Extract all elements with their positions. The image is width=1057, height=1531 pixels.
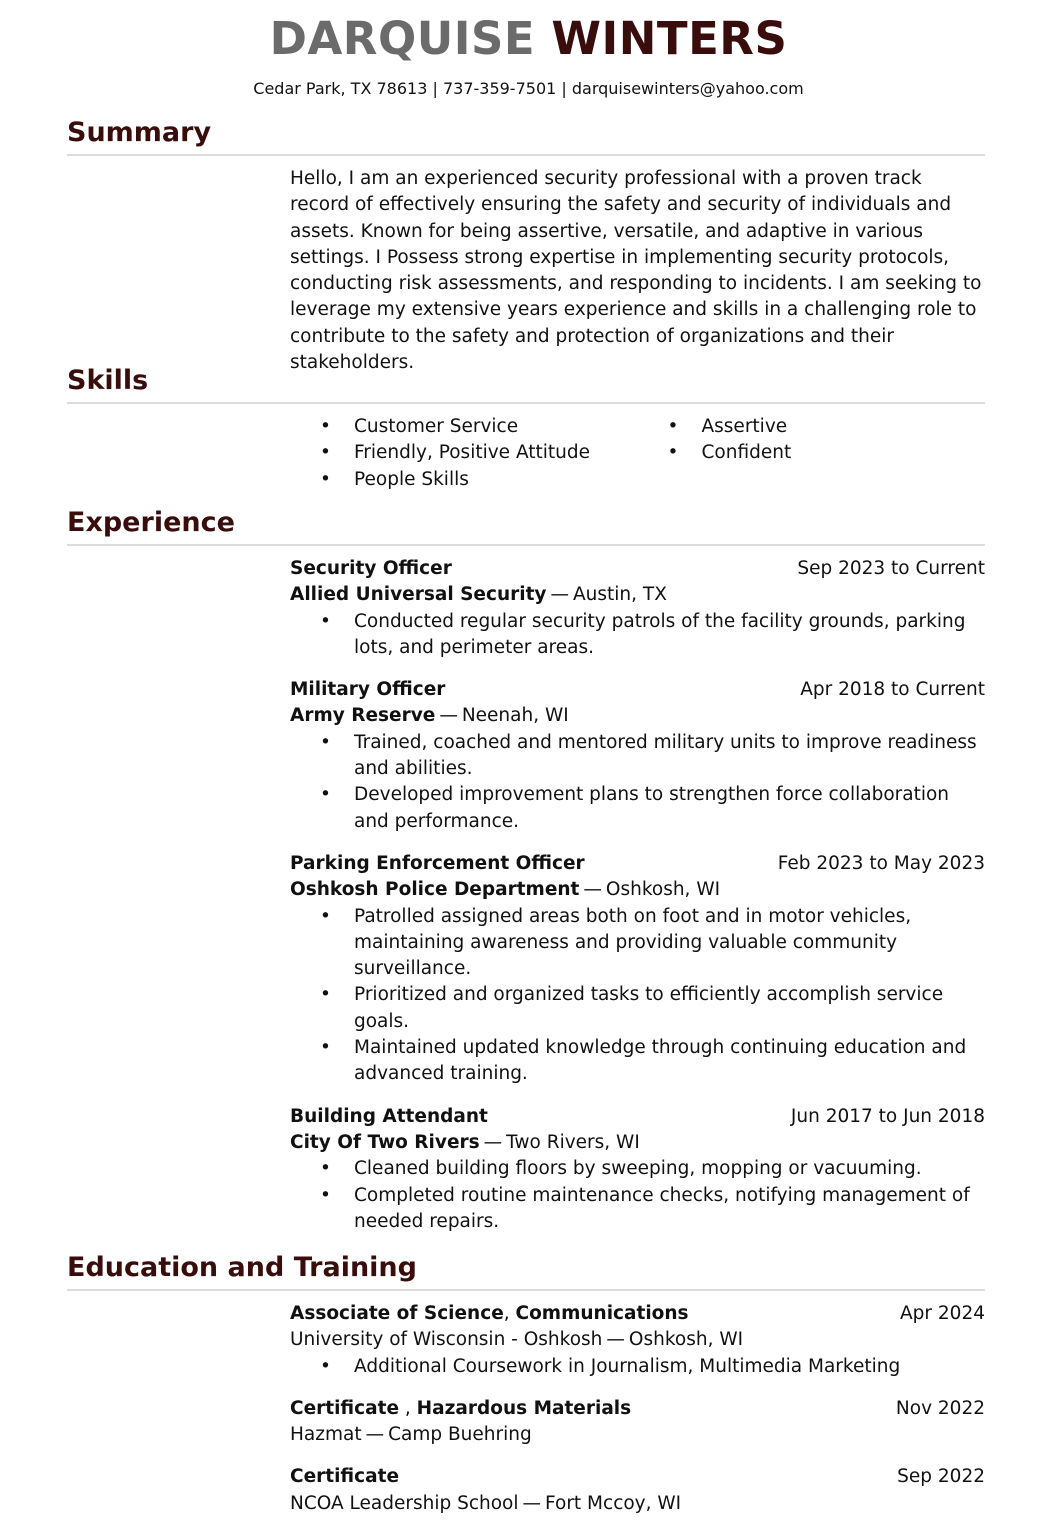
education-date: Nov 2022	[895, 1397, 985, 1419]
skills-column-2	[638, 414, 986, 493]
education-entry: Certificate Sep 2022 NCOA Leadership School — Fort Mccoy, WI	[290, 1466, 985, 1514]
job-dates: Feb 2023 to May 2023	[777, 852, 985, 874]
degree-separator: ,	[503, 1303, 516, 1324]
job-bullet: • Cleaned building floors by sweeping, mopping or vacuuming.	[290, 1156, 985, 1182]
degree: Associate of Science	[290, 1303, 504, 1324]
experience-section	[67, 506, 985, 1235]
job-bullet: • Prioritized and organized tasks to efficiently accomplish service goals.	[290, 982, 985, 1035]
job-bullet: • Patrolled assigned areas both on foot and in motor vehicles, maintaining awareness and providing valuable community surveillance.	[290, 904, 985, 983]
employer: Allied Universal Security	[290, 584, 547, 606]
skill-item: • People Skills	[290, 467, 638, 493]
job-dates: Sep 2023 to Current	[797, 558, 985, 579]
school: University of Wisconsin - Oshkosh	[290, 1329, 603, 1351]
school-location: Camp Buehring	[388, 1424, 532, 1446]
employer: Oshkosh Police Department	[290, 879, 580, 901]
job-dates: Apr 2018 to Current	[800, 679, 985, 701]
job-entry: Military Officer Apr 2018 to Current Army Reserve — Neenah, WI • Trained, coached and mentored military units to improve readiness and abilities. • Developed improvement plans to strengthen force collaboration and performance.	[290, 677, 985, 835]
job-dates: Jun 2017 to Jun 2018	[790, 1105, 985, 1127]
skill-item: • Assertive	[638, 414, 986, 440]
education-date: Sep 2022	[897, 1466, 985, 1488]
school-location: Fort Mccoy, WI	[545, 1492, 682, 1514]
skill-item: • Confident	[638, 440, 986, 466]
education-entry: Certificate , Hazardous Materials Nov 2022 Hazmat — Camp Buehring	[290, 1397, 985, 1446]
job-location: Neenah, WI	[461, 705, 569, 727]
section-title-experience: Experience	[67, 506, 985, 546]
section-title-education: Education and Training	[67, 1251, 985, 1291]
school: NCOA Leadership School	[290, 1492, 519, 1514]
skill-item: • Customer Service	[290, 414, 638, 440]
job-location: Two Rivers, WI	[506, 1131, 640, 1153]
summary-text: Hello, I am an experienced security professional with a proven track record of effectively ensuring the safety and security of individuals and assets. Known for being assertive, versatile, and adaptive in various settings. I Possess strong expertise in implementing security protocols, conducting risk assessments, and responding to incidents. I am seeking to leverage my extensive years experience and skills in a challenging role to contribute to the safety and protection of organizations and their stakeholders.	[290, 168, 982, 374]
employer: City Of Two Rivers	[290, 1131, 480, 1153]
school-location: Oshkosh, WI	[628, 1329, 744, 1351]
job-title: Security Officer	[290, 558, 452, 579]
education-section	[67, 1251, 985, 1517]
education-date: Apr 2024	[900, 1303, 985, 1324]
first-name: DARQUISE	[269, 12, 536, 65]
degree: Certificate	[290, 1466, 399, 1488]
last-name: WINTERS	[551, 12, 788, 65]
section-title-skills: Skills	[67, 364, 985, 404]
job-location: Austin, TX	[573, 584, 667, 606]
job-bullet: • Conducted regular security patrols of the facility grounds, parking lots, and perimeter areas.	[290, 609, 985, 662]
job-title: Building Attendant	[290, 1105, 488, 1127]
education-bullet: • Additional Coursework in Journalism, Multimedia Marketing	[290, 1354, 985, 1380]
section-title-summary: Summary	[67, 116, 985, 156]
field-of-study: Hazardous Materials	[416, 1397, 632, 1419]
job-entry: Security Officer Sep 2023 to Current Allied Universal Security — Austin, TX • Conducted regular security patrols of the facility grounds, parking lots, and perimeter areas.	[290, 556, 985, 661]
job-bullet: • Maintained updated knowledge through continuing education and advanced training.	[290, 1035, 985, 1088]
job-entry: Building Attendant Jun 2017 to Jun 2018 City Of Two Rivers — Two Rivers, WI • Cleaned building floors by sweeping, mopping or vacuuming. • Completed routine maintenance checks, notifying management of needed repairs.	[290, 1104, 985, 1235]
job-location: Oshkosh, WI	[605, 879, 721, 901]
contact-line: Cedar Park, TX 78613 | 737-359-7501 | darquisewinters@yahoo.com	[253, 79, 804, 98]
job-bullet: • Developed improvement plans to strengthen force collaboration and performance.	[290, 782, 985, 835]
job-bullet: • Trained, coached and mentored military units to improve readiness and abilities.	[290, 730, 985, 783]
job-title: Parking Enforcement Officer	[290, 852, 585, 874]
degree: Certificate	[290, 1397, 399, 1419]
employer: Army Reserve	[290, 705, 436, 727]
degree-separator: ,	[399, 1397, 417, 1419]
job-entry: Parking Enforcement Officer Feb 2023 to May 2023 Oshkosh Police Department — Oshkosh, WI • Patrolled assigned areas both on foot and in motor vehicles, maintaining awareness and providing valuable community surveillance. • Prioritized and organized tasks to efficiently accomplish service goals. • Maintained updated knowledge through continuing education and advanced training.	[290, 851, 985, 1088]
field-of-study: Communications	[515, 1303, 689, 1324]
skills-section	[67, 364, 985, 493]
skill-item: • Friendly, Positive Attitude	[290, 440, 638, 466]
candidate-name	[0, 10, 1057, 68]
skills-grid	[290, 414, 985, 493]
skills-column-1	[290, 414, 638, 493]
summary-section	[67, 116, 985, 376]
job-title: Military Officer	[290, 679, 446, 701]
job-bullet: • Completed routine maintenance checks, notifying management of needed repairs.	[290, 1183, 985, 1236]
school: Hazmat	[290, 1424, 362, 1446]
education-entry: Associate of Science, Communications Apr 2024 University of Wisconsin - Oshkosh — Oshkosh, WI • Additional Coursework in Journalism, Multimedia Marketing	[290, 1301, 985, 1380]
